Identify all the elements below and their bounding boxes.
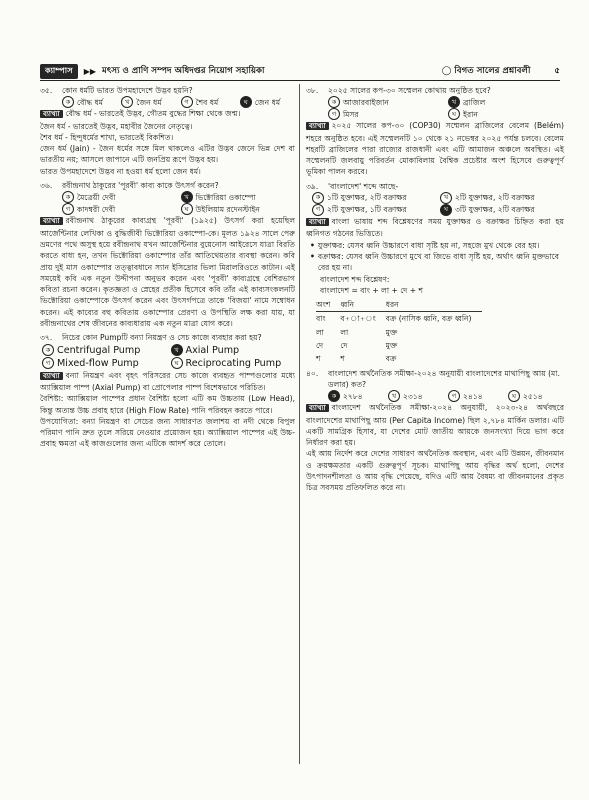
explanation-text: বন্যা নিয়ন্ত্রণ এবং বৃহৎ পরিসরের সেচ কাজে ব্যবহৃত পাম্পগুলোর মধ্যে অ্যাক্সিয়াল পাম্প (Axial Pump) বা প্রোপেলার পাম্প বিশেষভাবে পরিচিত।: [40, 370, 295, 392]
option-c: [312, 204, 436, 216]
segmentation-table: [316, 298, 482, 365]
question-text: নিচের কোন Pumpটি বন্যা নিয়ন্ত্রণ ও সেচ কাজে ব্যবহার করা হয়?: [62, 333, 262, 343]
table-header-cell: ধ্বনি: [340, 298, 385, 312]
option-text: আজারবাইজান: [343, 97, 389, 107]
question-35: [40, 85, 295, 177]
question-text: ২০২৫ সালের কপ-৩০ সম্মেলন কোথায় অনুষ্ঠিত হবে?: [328, 86, 491, 95]
explanation-text: রবীন্দ্রনাথ ঠাকুরের কাব্যগ্রন্থ 'পূরবী' (১৯২৫) উৎসর্গ করা হয়েছিল আর্জেন্টিনার লেখিকা ও বুদ্ধিজীবী ভিক্টোরিয়া ওকাম্পো-কে। মূলত ১৯২৪ সালে পেরু ভ্রমণের পথে অসুস্থ হয়ে রবীন্দ্রনাথ যখন আর্জেন্টিনার বুয়েনোস আইরেসে যাত্রা বিরতি করতে বাধ্য হন, তখন ভিক্টোরিয়া ওকাম্পোর তাঁর আতিথেয়তার ব্যবস্থা করেন। কবি প্রায় দুই মাস ওকাম্পোর তত্ত্বাবধানে স্যান ইসিদ্রোর ভিলা মিরালরিওতে কাটান। এই সময়েই কবি এক নতুন উদ্দীপনা অনুভব করেন এবং 'পূরবী' কাব্যগ্রন্থে বেশিরভাগ কবিতা রচনা করেন। কৃতজ্ঞতা ও স্নেহের প্রতীক হিসেবে কবি তাঁর এই কাব্যসংকলনটি ভিক্টোরিয়া ওকাম্পোকে উৎসর্গ করেন এবং উৎসর্গপত্রে তাকে 'বিজয়া' নামে সম্বোধন করেন। এই কাব্যের বহু কবিতায় ওকাম্পোর প্রেরণা ও উপস্থিতি লক্ষ করা যায়, যা রবীন্দ্রনাথের শেষ জীবনের কাব্যধারায় এক নতুন মাত্রা যোগ করে।: [40, 216, 295, 329]
question-37: [40, 332, 295, 449]
option-text: শৈব ধর্ম: [195, 97, 219, 107]
option-a: [328, 96, 444, 108]
bullet-item: [306, 240, 564, 251]
option-c: [42, 357, 167, 370]
option-mark: ক: [42, 344, 54, 356]
explanation: [306, 216, 564, 240]
option-mark-correct: ঘ: [240, 96, 252, 108]
option-mark: গ: [62, 203, 74, 215]
explanation-line: জেন ধর্ম (Jain) - জৈন ধর্মের সঙ্গে মিল থাকলেও এটির উদ্ভব জেনে ভিন্ন দেশ বা ভারতীয় নয়; আসলে জাপানে এটি জনপ্রিয় রূপে উদ্ভব হয়।: [40, 144, 295, 165]
option-mark: খ: [440, 192, 452, 204]
option-text: ৩টি যুক্তাক্ষর, ২টি বক্রাক্ষর: [455, 205, 535, 215]
question-38: [306, 85, 564, 178]
table-cell: বক্র: [385, 354, 397, 364]
bullet-dot-icon: •: [310, 240, 315, 250]
option-b: [388, 390, 444, 402]
option-c: [448, 390, 504, 402]
options: [306, 96, 564, 120]
option-b: [171, 344, 296, 357]
table-cell: বক্র (নাসিক ধ্বনি, বক্র ধ্বনি): [385, 314, 472, 324]
option-text: ২৫১৪: [523, 391, 543, 401]
option-mark: ক: [312, 192, 324, 204]
option-text: Mixed-flow Pump: [57, 357, 139, 369]
question-36: [40, 180, 295, 329]
explanation-tag: ব্যাখ্যা: [306, 122, 329, 130]
table-row: [316, 326, 482, 339]
table-cell: দে: [316, 341, 324, 351]
option-text: জৈন ধর্ম: [136, 97, 162, 107]
option-text: ২টি যুক্তাক্ষর, ১টি বক্রাক্ষর: [327, 205, 407, 215]
table-header-cell: অংশ: [316, 298, 340, 312]
option-mark: ঘ: [508, 390, 520, 402]
column-divider: [299, 84, 300, 764]
table-cell: ব+া+ং: [340, 314, 376, 324]
option-text: ২৪১৪: [463, 391, 483, 401]
explanation-text: ২০২৫ সালের কপ-৩০ (COP30) সম্মেলন ব্রাজিলের বেলেম (Belém) শহরে অনুষ্ঠিত হবে। এই সম্মেলনটি ১০ থেকে ২১ নভেম্বর ২০২৫ পর্যন্ত চলবে। বেলেম শহরটি ব্রাজিলের পারা রাজ্যের রাজধানী এবং এটি আমাজন অঞ্চলে অবস্থিত। এই সম্মেলনটি জলবায়ু পরিবর্তন মোকাবিলায় বৈশ্বিক প্রচেষ্টার অংশ হিসেবে গুরুত্বপূর্ণ ভূমিকা পালন করবে।: [306, 121, 564, 177]
option-d: [508, 390, 564, 402]
options: [40, 191, 295, 215]
book-title: মৎস্য ও প্রাণি সম্পদ অধিদপ্তর নিয়োগ সহায়িকা: [102, 66, 265, 76]
option-c: [62, 203, 177, 215]
option-mark: গ: [328, 108, 340, 120]
table-cell: মুক্ত: [385, 327, 398, 337]
question-number: ৩৬.: [40, 181, 53, 191]
explanation-tag: ব্যাখ্যা: [306, 218, 329, 226]
explanation: [306, 402, 564, 448]
segmentation-formula: বাংলাদেশ = বাং + লা + দে + শ: [320, 285, 423, 295]
option-d: [440, 204, 564, 216]
option-mark-correct: খ: [448, 96, 460, 108]
explanation: [40, 215, 295, 329]
table-cell: শ: [316, 354, 321, 364]
option-mark: খ: [388, 390, 400, 402]
option-a: [62, 191, 177, 203]
options: [40, 344, 295, 370]
option-b: [121, 96, 176, 108]
option-text: ২৩১৪: [403, 391, 423, 401]
explanation: [40, 370, 295, 394]
option-text: উইলিয়াম রদেনস্টাইন: [195, 204, 260, 214]
table-row: [316, 339, 482, 352]
question-number: ৩৮.: [306, 86, 319, 95]
option-mark: গ: [312, 204, 324, 216]
option-d: [240, 96, 295, 108]
table-cell: মুক্ত: [385, 341, 398, 351]
bullet-text: বক্রাক্ষর: যেসব ধ্বনি উচ্চারণে মুখে বা জিভে বাধা সৃষ্টি হয়, অর্থাৎ ধ্বনি মুক্তভাবে বের হয় না।: [317, 251, 559, 273]
option-mark-correct: খ: [181, 191, 193, 203]
option-mark: ক: [62, 96, 74, 108]
option-b: [448, 96, 564, 108]
option-text: বৌদ্ধ ধর্ম: [77, 97, 103, 107]
option-mark: গ: [42, 357, 54, 369]
option-text: কাদম্বরী দেবী: [77, 204, 116, 214]
question-number: ৩৫.: [40, 86, 53, 95]
option-text: জেন ধর্ম: [254, 97, 281, 107]
option-text: ভিক্টোরিয়া ওকাম্পো: [195, 192, 256, 202]
explanation: [40, 108, 295, 120]
question-text: কোন ধর্মটি ভারত উপমহাদেশে উদ্ভব হয়নি?: [62, 86, 193, 95]
option-text: ব্রাজিল: [463, 97, 486, 107]
options: [40, 96, 295, 108]
table-cell: বাং: [316, 314, 326, 324]
option-a: [42, 344, 167, 357]
explanation-text: বাংলাদেশ অর্থনৈতিক সমীক্ষা-২০২৪ অনুযায়ী, ২০২৩-২৪ অর্থবছরে বাংলাদেশের মাথাপিছু আয় (Per Capita Income) ছিল ২,৭৮৪ মার্কিন ডলার। এটি একটি সামগ্রিক হিসাব, যা দেশের মোট জাতীয় আয়কে জনসংখ্যা দিয়ে ভাগ করে নির্ধারণ করা হয়।: [306, 403, 564, 448]
explanation-line: উপযোগিতা: বন্যা নিয়ন্ত্রণ বা সেচের জন্য সাধারণত জলাশয় বা নদী থেকে বিপুল পরিমাণ পানি দ্রুত তুলে সরিয়ে নেওয়ার প্রয়োজন হয়। অ্যাক্সিয়াল পাম্পের এই উচ্চ-প্রবাহ ক্ষমতা এই কাজগুলোর জন্য এটিকে আদর্শ করে তোলে।: [40, 416, 295, 449]
question-number: ৪০.: [306, 368, 319, 378]
table-header-cell: ধরন: [386, 298, 482, 312]
table-row: [316, 352, 482, 365]
option-a: [328, 390, 384, 402]
section-title: বিগত সালের প্রশ্নাবলী: [454, 66, 531, 76]
option-mark-correct: খ: [171, 344, 183, 356]
page-header: [40, 62, 560, 81]
right-column: [306, 84, 564, 494]
question-text: রবীন্দ্রনাথ ঠাকুরের 'পূরবী' কাব্য কাকে উৎসর্গ করেন?: [62, 181, 219, 191]
options: [306, 192, 564, 216]
option-mark-correct: ক: [328, 390, 340, 402]
double-arrow-icon: ▶▶: [83, 66, 97, 76]
question-text: বাংলাদেশ অর্থনৈতিক সমীক্ষা-২০২৪ অনুযায়ী বাংলাদেশের মাথাপিছু আয় (মা. ডলার) কত?: [328, 368, 560, 389]
option-mark: ক: [328, 96, 340, 108]
explanation-tag: ব্যাখ্যা: [40, 217, 63, 225]
question-number: ৩৭.: [40, 333, 53, 343]
explanation-text: বৌদ্ধ ধর্ম - ভারতেই উদ্ভব, গৌতম বুদ্ধের শিক্ষা থেকে জন্ম।: [65, 109, 241, 119]
explanation-line: শৈব ধর্ম - হিন্দুধর্মের শাখা, ভারতেই বিকশিত।: [40, 132, 174, 142]
table-header-row: [316, 298, 482, 312]
question-number: ৩৯.: [306, 181, 319, 191]
option-text: মৈত্রেয়ী দেবী: [77, 192, 116, 202]
explanation: [306, 120, 564, 177]
option-mark-correct: ঘ: [440, 204, 452, 216]
option-c: [181, 96, 236, 108]
bullet-dot-icon: •: [310, 251, 315, 261]
bullet-item: [306, 251, 564, 274]
option-text: ২টি যুক্তাক্ষর, ২টি বক্রাক্ষর: [455, 193, 535, 203]
table-cell: লা: [316, 327, 324, 337]
table-cell: লা: [340, 327, 349, 337]
option-a: [312, 192, 436, 204]
option-b: [181, 191, 296, 203]
option-text: Centrifugal Pump: [57, 344, 141, 356]
option-text: Axial Pump: [185, 344, 240, 356]
page-number: ৫: [554, 66, 560, 76]
option-text: Reciprocating Pump: [185, 357, 282, 369]
explanation-line: জৈন ধর্ম - ভারতেই উদ্ভব, মহাবীর জৈনের নেতৃত্বে।: [40, 121, 193, 131]
option-b: [440, 192, 564, 204]
section-label: [442, 64, 531, 78]
explanation-tag: ব্যাখ্যা: [40, 372, 63, 380]
explanation-tag: ব্যাখ্যা: [306, 404, 329, 412]
explanation-line: ভারত উপমহাদেশে উদ্ভব না হওয়া ধর্ম হলো জেন ধর্ম।: [40, 166, 201, 176]
question-text: 'বাংলাদেশ' শব্দে আছে-: [328, 181, 399, 191]
option-d: [448, 108, 564, 120]
table-cell: দে: [340, 341, 348, 351]
question-39: [306, 181, 564, 366]
section-circle-icon: ◯: [441, 66, 452, 76]
publisher-logo: ক্যাম্পাস: [40, 64, 78, 79]
option-a: [62, 96, 117, 108]
option-c: [328, 108, 444, 120]
option-text: ১টি যুক্তাক্ষর, ২টি বক্রাক্ষর: [327, 193, 407, 203]
option-mark: ঘ: [181, 203, 193, 215]
option-text: ইরান: [463, 109, 478, 119]
explanation-text: বাংলা ভাষায় শব্দ বিশ্লেষণের সময় যুক্তাক্ষর ও বক্রাক্ষর চিহ্নিত করা হয় ধ্বনিগত গঠনের ভিত্তিতে।: [306, 217, 564, 239]
option-mark: ঘ: [448, 108, 460, 120]
explanation-tag: ব্যাখ্যা: [40, 110, 63, 118]
segmentation-title: বাংলাদেশ শব্দ বিশ্লেষণ:: [320, 274, 390, 284]
options: [306, 390, 564, 402]
left-column: [40, 84, 295, 450]
table-cell: শ: [340, 354, 345, 364]
option-mark: ঘ: [171, 357, 183, 369]
option-mark: গ: [181, 96, 193, 108]
bullet-text: যুক্তাক্ষর: যেসব ধ্বনি উচ্চারণে বাধা সৃষ্টি হয় না, সহজে মুখ থেকে বের হয়।: [317, 240, 540, 250]
table-row: [316, 312, 482, 326]
option-text: মিসর: [343, 109, 359, 119]
option-d: [171, 357, 296, 370]
option-mark: ক: [62, 191, 74, 203]
explanation-line: বৈশিষ্ট্য: অ্যাক্সিয়াল পাম্পের প্রধান বৈশিষ্ট্য হলো এটি কম উচ্চতায় (Low Head), কিন্তু অত্যন্ত উচ্চ প্রবাহ হারে (High Flow Rate) পানি পরিবহন করতে পারে।: [40, 394, 295, 415]
option-mark: খ: [121, 96, 133, 108]
option-d: [181, 203, 296, 215]
question-40: [306, 368, 564, 494]
explanation-line: এই আয় নির্দেশ করে দেশের সাধারণ অর্থনৈতিক অবস্থান, এবং এটি উন্নয়ন, জীবনমান ও ক্রয়ক্ষমতার একটি গুরুত্বপূর্ণ সূচক। মাথাপিছু আয় বৃদ্ধির অর্থ হলো, দেশের উৎপাদনশীলতা ও আয় বৃদ্ধি পেয়েছে, যদিও এটি আয় বৈষম্য বা জীবনমানের প্রকৃত চিত্র সবসময় প্রতিফলিত করে না।: [306, 449, 564, 493]
option-mark: গ: [448, 390, 460, 402]
option-text: ২৭৮৪: [343, 391, 363, 401]
